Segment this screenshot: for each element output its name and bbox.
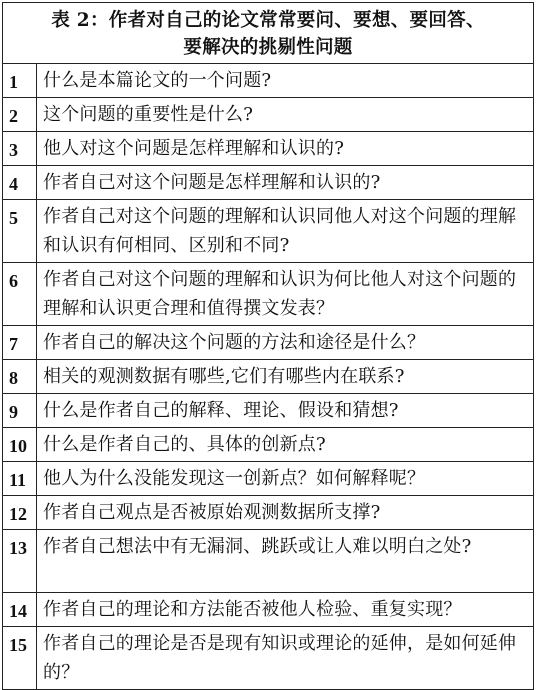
- table-row: [3, 326, 534, 360]
- row-number: 2: [3, 98, 37, 132]
- table-row: [3, 462, 534, 496]
- row-number: 9: [3, 394, 37, 428]
- table-row: [3, 428, 534, 462]
- row-number: 5: [3, 200, 37, 263]
- question-text: 他人为什么没能发现这一创新点？如何解释呢？: [37, 462, 534, 496]
- table-title: [3, 3, 534, 64]
- question-text: 作者自己的理论和方法能否被他人检验、重复实现？: [37, 593, 534, 627]
- table-row: [3, 593, 534, 627]
- row-number: 11: [3, 462, 37, 496]
- row-number: 1: [3, 64, 37, 98]
- row-number: 10: [3, 428, 37, 462]
- table-title-line-2: 要解决的挑剔性问题: [183, 37, 353, 58]
- question-text: 作者自己的解决这个问题的方法和途径是什么？: [37, 326, 534, 360]
- questions-table: [2, 2, 534, 690]
- row-number: 14: [3, 593, 37, 627]
- table-row: [3, 394, 534, 428]
- table-title-row: [3, 3, 534, 64]
- row-number: 8: [3, 360, 37, 394]
- question-text: 作者自己想法中有无漏洞、跳跃或让人难以明白之处?: [37, 530, 534, 593]
- row-number: 15: [3, 627, 37, 690]
- question-text: 他人对这个问题是怎样理解和认识的?: [37, 132, 534, 166]
- row-number: 7: [3, 326, 37, 360]
- question-text: 作者自己对这个问题的理解和认识同他人对这个问题的理解和认识有何相同、区别和不同?: [37, 200, 534, 263]
- table-row: [3, 98, 534, 132]
- table-row: [3, 132, 534, 166]
- table-row: [3, 530, 534, 593]
- question-text: 相关的观测数据有哪些,它们有哪些内在联系?: [37, 360, 534, 394]
- table-row: [3, 200, 534, 263]
- question-text: 作者自己对这个问题是怎样理解和认识的?: [37, 166, 534, 200]
- table-body: [3, 64, 534, 690]
- table-row: [3, 496, 534, 530]
- row-number: 12: [3, 496, 37, 530]
- question-text: 作者自己对这个问题的理解和认识为何比他人对这个问题的理解和认识更合理和值得撰文发表？: [37, 263, 534, 326]
- table-row: [3, 263, 534, 326]
- question-text: 这个问题的重要性是什么?: [37, 98, 534, 132]
- question-text: 什么是本篇论文的一个问题?: [37, 64, 534, 98]
- table-title-line-1: 表 2：作者对自己的论文常常要问、要想、要回答、: [51, 10, 485, 31]
- row-number: 6: [3, 263, 37, 326]
- table-row: [3, 64, 534, 98]
- table-row: [3, 166, 534, 200]
- question-text: 作者自己观点是否被原始观测数据所支撑?: [37, 496, 534, 530]
- question-text: 什么是作者自己的、具体的创新点?: [37, 428, 534, 462]
- table-row: [3, 627, 534, 690]
- row-number: 3: [3, 132, 37, 166]
- question-text: 作者自己的理论是否是现有知识或理论的延伸，是如何延伸的？: [37, 627, 534, 690]
- question-text: 什么是作者自己的解释、理论、假设和猜想?: [37, 394, 534, 428]
- row-number: 4: [3, 166, 37, 200]
- table-row: [3, 360, 534, 394]
- row-number: 13: [3, 530, 37, 593]
